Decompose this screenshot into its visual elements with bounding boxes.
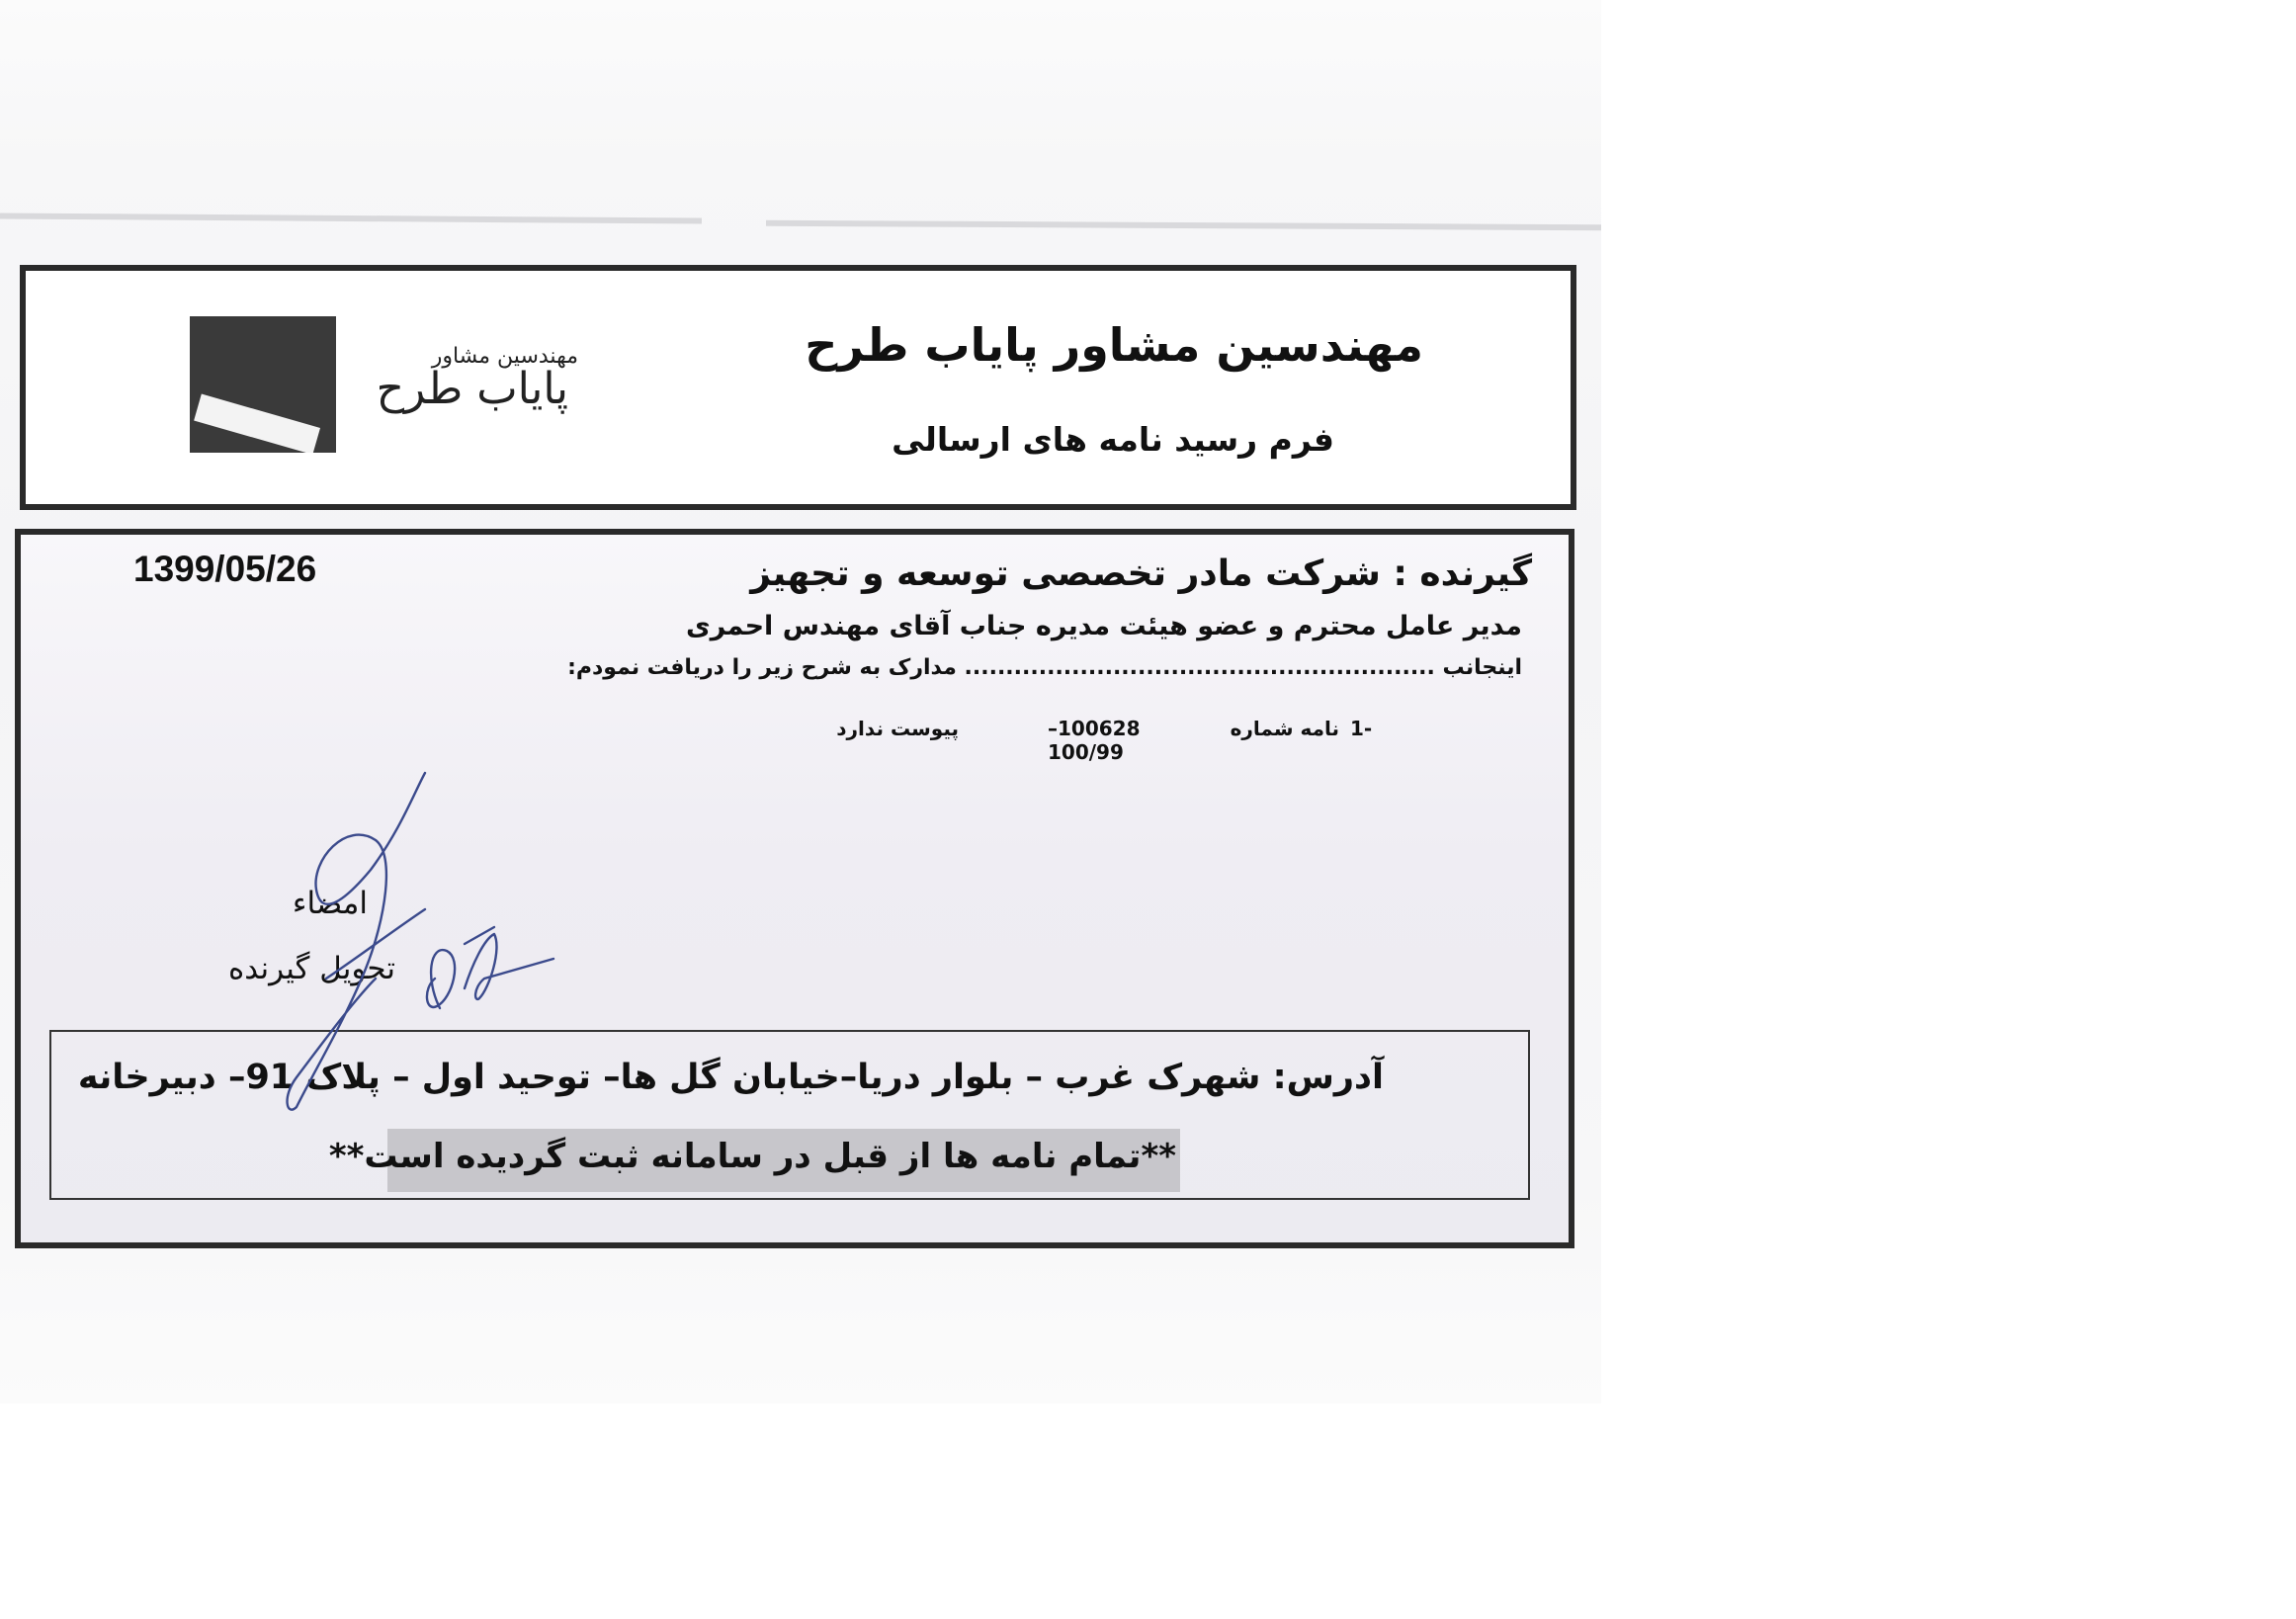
item-value: 100628–100/99 bbox=[1048, 717, 1141, 764]
receiver-label: تحویل گیرنده bbox=[228, 951, 395, 986]
recipient-line: گیرنده : شرکت مادر تخصصی توسعه و تجهیز bbox=[750, 554, 1532, 594]
receipt-statement: اینجانب ......................................................... مدارک به شرح زیر را دریافت نمودم: bbox=[567, 655, 1522, 680]
receipt-date: 1399/05/26 bbox=[133, 549, 317, 589]
item-number: 1- bbox=[1350, 717, 1373, 740]
form-title: فرم رسید نامه های ارسالی bbox=[892, 420, 1334, 459]
sign-label: امضاء bbox=[292, 886, 368, 921]
item-note: پیوست ندارد bbox=[836, 717, 959, 740]
logo-large-text: پایاب طرح bbox=[376, 364, 568, 414]
logo-small-text: مهندسین مشاور bbox=[431, 344, 578, 369]
item-label: نامه شماره bbox=[1230, 717, 1339, 740]
address-line: آدرس: شهرک غرب – بلوار دریا–خیابان گل ها– توحید اول – پلاک 91– دبیرخانه bbox=[77, 1058, 1384, 1097]
company-title: مهندسین مشاور پایاب طرح bbox=[805, 318, 1423, 372]
recipient-title: مدیر عامل محترم و عضو هیئت مدیره جناب آقای مهندس احمری bbox=[685, 611, 1522, 641]
notice-line: **تمام نامه ها از قبل در سامانه ثبت گردیده است** bbox=[328, 1137, 1176, 1176]
